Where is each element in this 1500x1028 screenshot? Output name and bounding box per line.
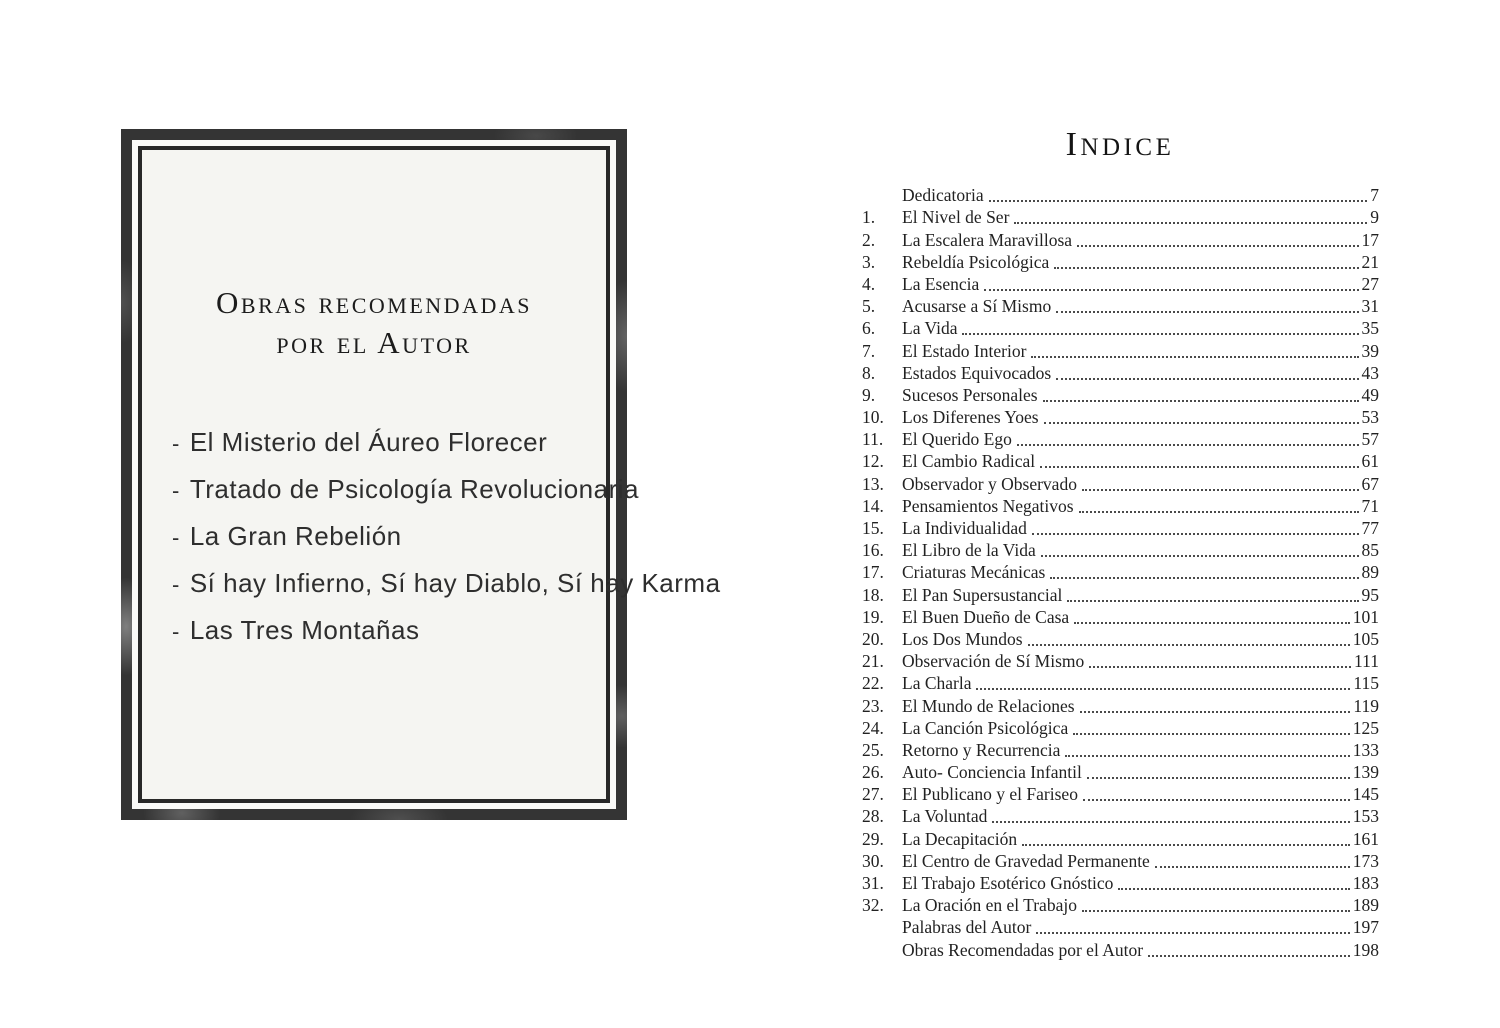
toc-row	[862, 517, 1379, 539]
toc-entry-page: 39	[1361, 340, 1379, 361]
toc-dot-leader	[1082, 489, 1359, 491]
toc-entry-page: 57	[1361, 429, 1379, 450]
toc-entry-number: 24.	[862, 717, 884, 738]
toc-dot-leader	[1032, 533, 1359, 535]
toc-entry-number: 4.	[862, 273, 876, 294]
toc-entry-number: 22.	[862, 673, 884, 694]
toc-entry-page: 198	[1352, 939, 1379, 960]
toc-entry-title: Sucesos Personales	[902, 384, 1038, 405]
toc-entry-number: 14.	[862, 495, 884, 516]
toc-row	[862, 384, 1379, 406]
toc-entry-title: Obras Recomendadas por el Autor	[902, 939, 1144, 960]
toc-entry-title: Acusarse a Sí Mismo	[902, 296, 1052, 317]
toc-dot-leader	[1087, 777, 1350, 779]
toc-row	[862, 450, 1379, 472]
toc-entry-page: 21	[1361, 251, 1379, 272]
toc-entry-number: 23.	[862, 695, 884, 716]
toc-row	[862, 228, 1379, 250]
toc-entry-number: 8.	[862, 362, 876, 383]
toc-entry-number: 10.	[862, 407, 884, 428]
book-item-label: Sí hay Infierno, Sí hay Diablo, Sí hay Karma	[189, 568, 721, 598]
toc-entry-page: 153	[1352, 806, 1379, 827]
toc-dot-leader	[1043, 400, 1359, 402]
toc-entry-title: La Charla	[902, 673, 972, 694]
toc-entry-page: 85	[1361, 540, 1379, 561]
toc-title-rest: NDICE	[1080, 134, 1175, 161]
toc-dot-leader	[1082, 910, 1350, 912]
book-item	[172, 568, 721, 615]
toc-entry-page: 7	[1370, 185, 1379, 206]
toc-entry-title: La Voluntad	[902, 806, 988, 827]
left-page-title	[142, 283, 606, 363]
toc-dot-leader	[1148, 955, 1350, 957]
toc-dot-leader	[1014, 222, 1367, 224]
toc-entry-page: 133	[1352, 739, 1379, 760]
toc-entry-number: 15.	[862, 518, 884, 538]
toc-entry-title: La Vida	[902, 318, 958, 339]
toc-entry-title: La Canción Psicológica	[902, 717, 1069, 738]
toc-dot-leader	[1028, 644, 1350, 646]
toc-row	[862, 739, 1379, 761]
toc-entry-number: 27.	[862, 784, 884, 805]
toc-entry-title: El Centro de Gravedad Permanente	[902, 850, 1150, 871]
toc-entry-page: 71	[1361, 495, 1379, 516]
toc-row	[862, 606, 1379, 628]
toc-entry-page: 61	[1361, 451, 1379, 472]
toc-entry-title: Observador y Observado	[902, 473, 1077, 494]
toc-row	[862, 916, 1379, 938]
toc-entry-page: 95	[1361, 584, 1379, 605]
toc-entry-page: 43	[1361, 362, 1379, 383]
toc-entry-page: 183	[1352, 873, 1379, 893]
toc-dot-leader	[1080, 711, 1351, 713]
toc-dot-leader	[1155, 866, 1350, 868]
toc-entry-title: El Cambio Radical	[902, 451, 1036, 472]
toc-entry-title: Observación de Sí Mismo	[902, 651, 1085, 672]
toc-entry-title: Los Dos Mundos	[902, 628, 1023, 649]
toc-entry-number: 21.	[862, 651, 884, 672]
toc-dot-leader	[1056, 311, 1358, 313]
toc-entry-page: 111	[1354, 651, 1379, 672]
toc-row	[862, 206, 1379, 228]
toc-entry-number: 29.	[862, 828, 884, 849]
toc-entry-number: 6.	[862, 318, 876, 339]
book-item	[172, 427, 606, 474]
toc-entry-title: Estados Equivocados	[902, 362, 1052, 383]
toc-dot-leader	[984, 289, 1358, 291]
bullet-dash: -	[172, 431, 180, 456]
toc-entry-page: 105	[1352, 628, 1379, 649]
toc-entry-page: 197	[1352, 917, 1379, 938]
toc-entry-number: 9.	[862, 384, 876, 405]
book-item	[172, 521, 606, 568]
toc-entry-page: 77	[1361, 518, 1379, 538]
toc-entry-page: 49	[1361, 384, 1379, 405]
left-page-title-line1: Obras recomendadas	[216, 285, 532, 320]
toc-entry-title: Criaturas Mecánicas	[902, 562, 1046, 583]
toc-row	[862, 184, 1379, 206]
toc-row	[862, 672, 1379, 694]
toc-entry-number: 31.	[862, 873, 884, 893]
toc-row	[862, 938, 1379, 960]
toc-entry-page: 119	[1353, 695, 1379, 716]
toc-entry-page: 125	[1352, 717, 1379, 738]
toc-entry-number: 12.	[862, 451, 884, 472]
toc-row	[862, 827, 1379, 849]
toc-entry-title: La Esencia	[902, 273, 980, 294]
bullet-dash: -	[172, 572, 180, 597]
toc-row	[862, 805, 1379, 827]
toc-dot-leader	[1065, 755, 1349, 757]
toc-row	[862, 650, 1379, 672]
toc-entry-page: 89	[1361, 562, 1379, 583]
toc-entry-page: 115	[1353, 673, 1379, 694]
toc-entry-page: 189	[1352, 895, 1379, 916]
toc-row	[862, 339, 1379, 361]
toc-entry-page: 139	[1352, 762, 1379, 783]
toc-entry-number: 28.	[862, 806, 884, 827]
toc-entry-page: 17	[1361, 229, 1379, 250]
toc-entry-title: El Publicano y el Fariseo	[902, 784, 1078, 805]
book-item	[172, 615, 606, 662]
toc-page-title	[862, 126, 1378, 164]
toc-row	[862, 428, 1379, 450]
toc-entry-page: 35	[1361, 318, 1379, 339]
book-item-label: Las Tres Montañas	[189, 615, 420, 645]
toc-dot-leader	[1079, 511, 1359, 513]
toc-row	[862, 583, 1379, 605]
toc-row	[862, 561, 1379, 583]
toc-entry-number: 1.	[862, 207, 876, 228]
toc-entry-page: 9	[1370, 207, 1379, 228]
left-page-panel	[142, 150, 721, 799]
toc-entry-title: El Libro de la Vida	[902, 540, 1036, 561]
toc-entry-page: 31	[1361, 296, 1379, 317]
toc-entry-page: 173	[1352, 850, 1379, 871]
toc-entry-title: El Mundo de Relaciones	[902, 695, 1075, 716]
toc-list	[862, 184, 1379, 961]
toc-entry-title: La Decapitación	[902, 828, 1018, 849]
toc-entry-title: La Individualidad	[902, 518, 1027, 538]
toc-row	[862, 472, 1379, 494]
toc-dot-leader	[1074, 622, 1350, 624]
toc-entry-title: El Trabajo Esotérico Gnóstico	[902, 873, 1114, 893]
book-item	[172, 474, 639, 521]
toc-entry-number: 30.	[862, 850, 884, 871]
toc-row	[862, 539, 1379, 561]
toc-entry-title: El Pan Supersustancial	[902, 584, 1063, 605]
toc-entry-title: La Escalera Maravillosa	[902, 229, 1073, 250]
toc-dot-leader	[1067, 600, 1358, 602]
toc-entry-title: El Querido Ego	[902, 429, 1012, 450]
toc-entry-title: Rebeldía Psicológica	[902, 251, 1050, 272]
toc-entry-page: 101	[1352, 606, 1379, 627]
toc-dot-leader	[962, 333, 1358, 335]
left-page-decorative-frame	[121, 129, 721, 820]
toc-dot-leader	[1073, 733, 1350, 735]
toc-dot-leader	[1083, 799, 1350, 801]
toc-dot-leader	[1041, 555, 1359, 557]
toc-entry-title: Retorno y Recurrencia	[902, 739, 1061, 760]
toc-entry-title: Palabras del Autor	[902, 917, 1032, 938]
toc-entry-number: 17.	[862, 562, 884, 583]
toc-entry-number: 16.	[862, 540, 884, 561]
toc-dot-leader	[976, 688, 1350, 690]
toc-row	[862, 251, 1379, 273]
toc-entry-number: 13.	[862, 473, 884, 494]
toc-row	[862, 317, 1379, 339]
book-list	[172, 427, 721, 662]
toc-entry-number: 5.	[862, 296, 876, 317]
toc-dot-leader	[992, 821, 1349, 823]
toc-dot-leader	[989, 200, 1368, 202]
toc-row	[862, 894, 1379, 916]
toc-entry-title: La Oración en el Trabajo	[902, 895, 1077, 916]
bullet-dash: -	[172, 478, 180, 503]
toc-entry-page: 67	[1361, 473, 1379, 494]
book-item-label: La Gran Rebelión	[189, 521, 402, 551]
left-page-title-line2: por el Autor	[276, 325, 472, 360]
toc-row	[862, 761, 1379, 783]
toc-entry-page: 27	[1361, 273, 1379, 294]
toc-entry-number: 20.	[862, 628, 884, 649]
toc-entry-number: 18.	[862, 584, 884, 605]
toc-entry-number: 26.	[862, 762, 884, 783]
toc-dot-leader	[1056, 378, 1358, 380]
toc-dot-leader	[1017, 444, 1359, 446]
toc-row	[862, 406, 1379, 428]
toc-entry-number: 11.	[862, 429, 884, 450]
toc-dot-leader	[1036, 932, 1349, 934]
toc-row	[862, 872, 1379, 894]
book-item-label: El Misterio del Áureo Florecer	[189, 427, 548, 457]
toc-row	[862, 273, 1379, 295]
toc-entry-title: El Estado Interior	[902, 340, 1027, 361]
toc-dot-leader	[1031, 356, 1358, 358]
toc-dot-leader	[1118, 888, 1349, 890]
toc-dot-leader	[1022, 844, 1350, 846]
toc-entry-page: 161	[1352, 828, 1379, 849]
toc-entry-title: Pensamientos Negativos	[902, 495, 1074, 516]
toc-entry-number: 2.	[862, 229, 876, 250]
toc-dot-leader	[1050, 577, 1358, 579]
toc-entry-number: 32.	[862, 895, 884, 916]
toc-dot-leader	[1077, 245, 1358, 247]
toc-entry-title: Auto- Conciencia Infantil	[902, 762, 1082, 783]
toc-entry-number: 3.	[862, 251, 876, 272]
toc-dot-leader	[1044, 422, 1359, 424]
toc-entry-title: Dedicatoria	[902, 185, 984, 206]
frame-white-band	[132, 140, 721, 809]
book-item-label: Tratado de Psicología Revolucionaria	[189, 474, 639, 504]
bullet-dash: -	[172, 619, 180, 644]
toc-dot-leader	[1089, 666, 1351, 668]
toc-row	[862, 783, 1379, 805]
bullet-dash: -	[172, 525, 180, 550]
toc-entry-page: 145	[1352, 784, 1379, 805]
toc-entry-page: 53	[1361, 407, 1379, 428]
toc-row	[862, 495, 1379, 517]
toc-entry-number: 25.	[862, 739, 884, 760]
toc-row	[862, 628, 1379, 650]
toc-entry-title: Los Diferenes Yoes	[902, 407, 1039, 428]
toc-entry-title: El Nivel de Ser	[902, 207, 1010, 228]
toc-row	[862, 717, 1379, 739]
toc-row	[862, 850, 1379, 872]
toc-row	[862, 694, 1379, 716]
toc-entry-number: 7.	[862, 340, 876, 361]
toc-row	[862, 362, 1379, 384]
toc-entry-number: 19.	[862, 606, 884, 627]
toc-row	[862, 295, 1379, 317]
toc-dot-leader	[1054, 267, 1358, 269]
toc-entry-title: El Buen Dueño de Casa	[902, 606, 1070, 627]
frame-inner-line	[138, 146, 721, 803]
toc-dot-leader	[1040, 466, 1358, 468]
toc-title-initial: I	[1065, 126, 1081, 163]
